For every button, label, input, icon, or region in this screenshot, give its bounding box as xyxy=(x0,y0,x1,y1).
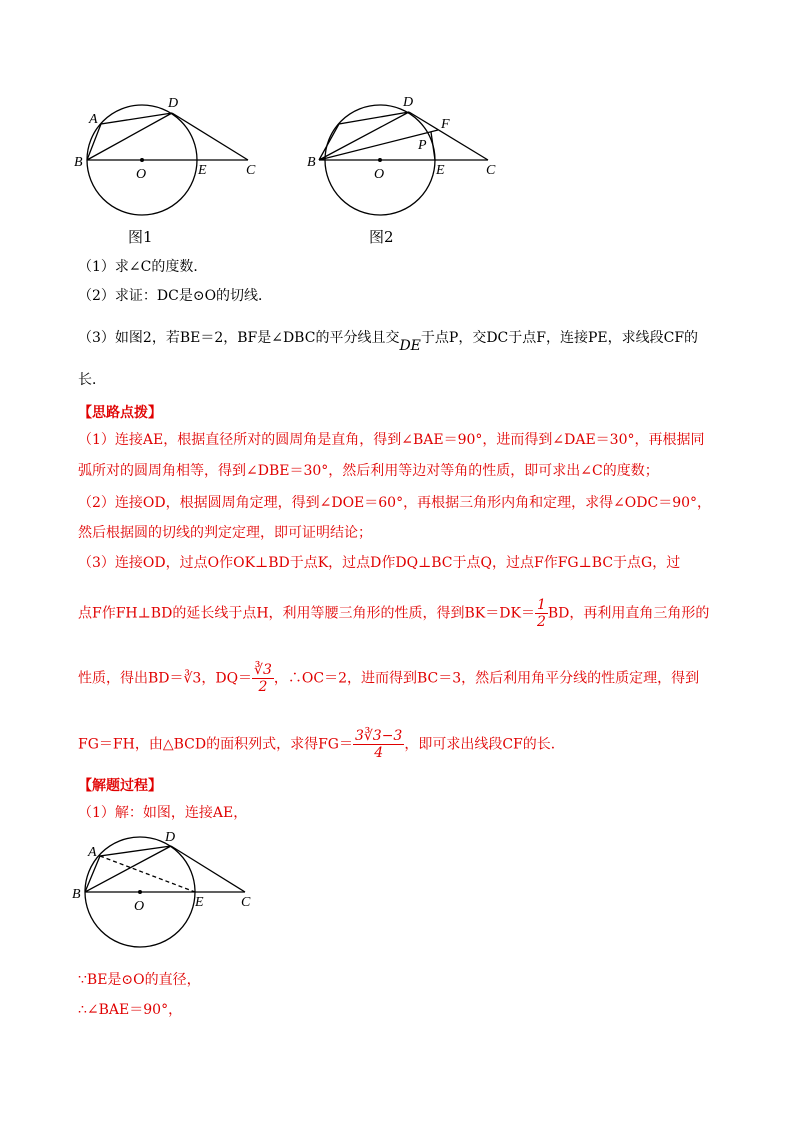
quad-bad xyxy=(85,846,171,892)
label-a: A xyxy=(88,845,97,860)
analysis-line-3: （2）连接OD，根据圆周角定理，得到∠DOE＝60°，再根据三角形内角和定理，求得∠ODC＝90°， xyxy=(78,495,712,511)
fraction-dq: $\frac{∛3}{2}$ xyxy=(254,662,272,695)
analysis-line-7 xyxy=(78,662,699,695)
center-point xyxy=(140,158,144,162)
cube-root-3: ∛3 xyxy=(183,670,202,687)
analysis-line-4: 然后根据圆的切线的判定定理，即可证明结论； xyxy=(78,525,372,541)
figure-2-caption: 图2 xyxy=(369,228,394,246)
analysis-line-1: （1）连接AE，根据直径所对的圆周角是直角，得到∠BAE＝90°，进而得到∠DAE＝30°，再根据同 xyxy=(78,432,705,448)
label-b: B xyxy=(74,155,83,170)
label-d: D xyxy=(168,96,179,111)
label-e: E xyxy=(436,163,445,178)
center-point xyxy=(378,158,382,162)
label-o: O xyxy=(136,167,147,182)
label-c: C xyxy=(246,163,256,178)
solution-line-2: ∵BE是⊙O的直径， xyxy=(78,972,201,988)
analysis-line-8-b: ，即可求出线段CF的长． xyxy=(404,736,565,753)
fraction-fg: $\frac{3∛3-3}{4}$ xyxy=(354,728,403,761)
question-3 xyxy=(78,328,699,354)
figure-1 xyxy=(70,90,270,225)
label-d: D xyxy=(165,830,176,845)
solution-line-1: （1）解：如图，连接AE， xyxy=(78,805,248,821)
analysis-line-2: 弧所对的圆周角相等，得到∠DBE＝30°，然后利用等边对等角的性质，即可求出∠C的度数； xyxy=(78,463,659,479)
analysis-line-7-a: 性质，得出BD＝ xyxy=(78,670,184,687)
label-e: E xyxy=(198,163,207,178)
label-p: P xyxy=(418,138,427,153)
label-o: O xyxy=(134,899,145,914)
label-c: C xyxy=(486,163,496,178)
label-b: B xyxy=(72,887,81,902)
quad-bade xyxy=(87,113,172,160)
analysis-line-6-b: BD，再利用直角三角形的 xyxy=(547,605,710,622)
arc-de: DE xyxy=(399,338,421,354)
label-f: F xyxy=(441,117,450,132)
question-1: （1）求∠C的度数． xyxy=(78,259,208,275)
analysis-line-7-b: ，DQ＝ xyxy=(201,670,253,687)
segment-ae-dashed xyxy=(100,856,195,892)
question-3-end: 长． xyxy=(78,372,106,388)
label-e: E xyxy=(195,895,204,910)
label-c: C xyxy=(241,895,251,910)
quad-bad xyxy=(319,112,409,160)
fraction-half: $\frac{1}{2}$ xyxy=(536,597,546,630)
analysis-line-6-a: 点F作FH⊥BD的延长线于点H，利用等腰三角形的性质，得到BK＝DK＝ xyxy=(78,605,535,622)
figure-3 xyxy=(68,825,268,955)
analysis-line-7-c: ，∴OC＝2，进而得到BC＝3，然后利用角平分线的性质定理，得到 xyxy=(273,670,700,687)
label-b: B xyxy=(307,155,316,170)
analysis-line-8-a: FG＝FH，由△BCD的面积列式，求得FG＝ xyxy=(78,736,353,753)
analysis-line-8 xyxy=(78,728,565,761)
question-2: （2）求证：DC是⊙O的切线． xyxy=(78,288,273,304)
segment-dc xyxy=(171,846,245,892)
analysis-header: 【思路点拨】 xyxy=(78,405,162,421)
label-a: A xyxy=(89,112,98,127)
question-3-part-b: 于点P，交DC于点F，连接PE，求线段CF的 xyxy=(420,330,699,346)
segment-dc xyxy=(172,113,248,160)
figure-2 xyxy=(306,90,506,225)
solution-header: 【解题过程】 xyxy=(78,778,162,794)
analysis-line-6 xyxy=(78,597,709,630)
analysis-line-5: （3）连接OD，过点O作OK⊥BD于点K，过点D作DQ⊥BC于点Q，过点F作FG⊥BC于点G，过 xyxy=(78,555,681,571)
label-o: O xyxy=(374,167,385,182)
segment-pe xyxy=(431,132,435,160)
center-point xyxy=(138,890,142,894)
label-d: D xyxy=(403,95,414,110)
solution-line-3: ∴∠BAE＝90°， xyxy=(78,1002,183,1018)
question-3-part-a: （3）如图2，若BE＝2，BF是∠DBC的平分线且交 xyxy=(78,330,400,346)
figure-1-caption: 图1 xyxy=(128,228,153,246)
